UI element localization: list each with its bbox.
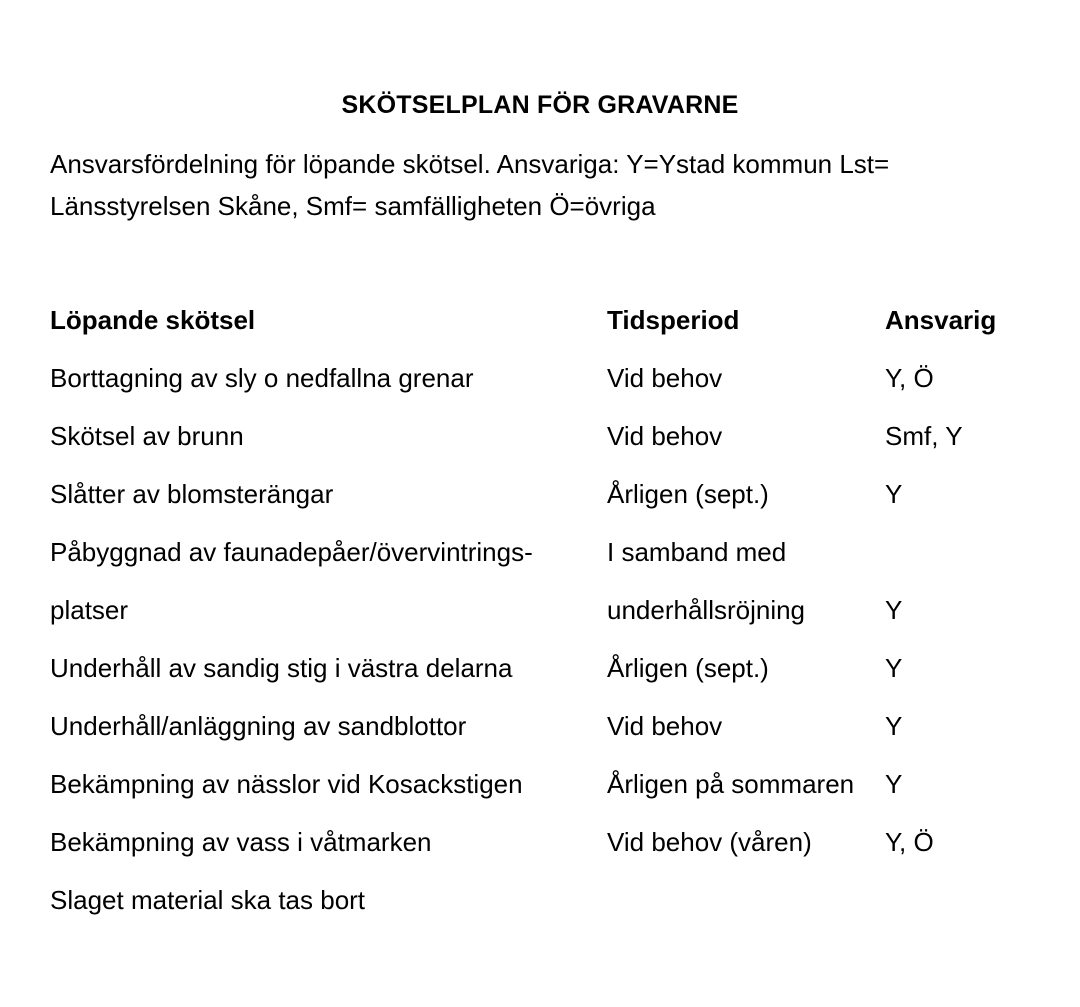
- table-row: [50, 878, 1040, 936]
- period-cell: Vid behov (våren): [607, 827, 812, 857]
- responsible-cell: Y, Ö: [885, 827, 934, 857]
- task-cell: Bekämpning av vass i våtmarken: [50, 827, 432, 857]
- header-period: Tidsperiod: [607, 305, 740, 335]
- intro-paragraph: [50, 143, 1010, 227]
- period-cell: Vid behov: [607, 711, 723, 741]
- table-row: [50, 762, 1040, 820]
- task-cell: Underhåll/anläggning av sandblottor: [50, 711, 467, 741]
- table-row: [50, 530, 1040, 588]
- responsible-cell: Y: [885, 711, 903, 741]
- table-row: [50, 646, 1040, 704]
- header-responsible: Ansvarig: [885, 305, 997, 335]
- intro-line: Ansvarsfördelning för löpande skötsel. Ansvariga: Y=Ystad kommun Lst=: [50, 149, 890, 179]
- task-cell: Underhåll av sandig stig i västra delarna: [50, 653, 513, 683]
- responsible-cell: Y: [885, 479, 903, 509]
- responsible-cell: Y: [885, 653, 903, 683]
- table-row: [50, 356, 1040, 414]
- table-row: [50, 588, 1040, 646]
- period-cell: Vid behov: [607, 421, 723, 451]
- maintenance-table: [50, 298, 1040, 936]
- period-cell: Årligen (sept.): [607, 653, 769, 683]
- intro-line: Länsstyrelsen Skåne, Smf= samfälligheten Ö=övriga: [50, 191, 656, 221]
- responsible-cell: Y, Ö: [885, 363, 934, 393]
- table-row: [50, 704, 1040, 762]
- period-cell: Årligen på sommaren: [607, 769, 855, 799]
- period-cell: Årligen (sept.): [607, 479, 769, 509]
- period-cell: I samband med: [607, 537, 787, 567]
- task-cell: Skötsel av brunn: [50, 421, 244, 451]
- task-cell: Slaget material ska tas bort: [50, 885, 366, 915]
- task-cell: Bekämpning av nässlor vid Kosackstigen: [50, 769, 523, 799]
- period-cell: underhållsröjning: [607, 595, 806, 625]
- task-cell: platser: [50, 595, 129, 625]
- document-title: SKÖTSELPLAN FÖR GRAVARNE: [341, 91, 739, 119]
- responsible-cell: Y: [885, 769, 903, 799]
- task-cell: Påbyggnad av faunadepåer/övervintrings-: [50, 537, 533, 567]
- table-row: [50, 472, 1040, 530]
- period-cell: Vid behov: [607, 363, 723, 393]
- table-row: [50, 414, 1040, 472]
- task-cell: Slåtter av blomsterängar: [50, 479, 334, 509]
- table-row: [50, 820, 1040, 878]
- responsible-cell: Y: [885, 595, 903, 625]
- header-task: Löpande skötsel: [50, 305, 256, 335]
- responsible-cell: Smf, Y: [885, 421, 963, 451]
- task-cell: Borttagning av sly o nedfallna grenar: [50, 363, 474, 393]
- table-header-row: [50, 298, 1040, 356]
